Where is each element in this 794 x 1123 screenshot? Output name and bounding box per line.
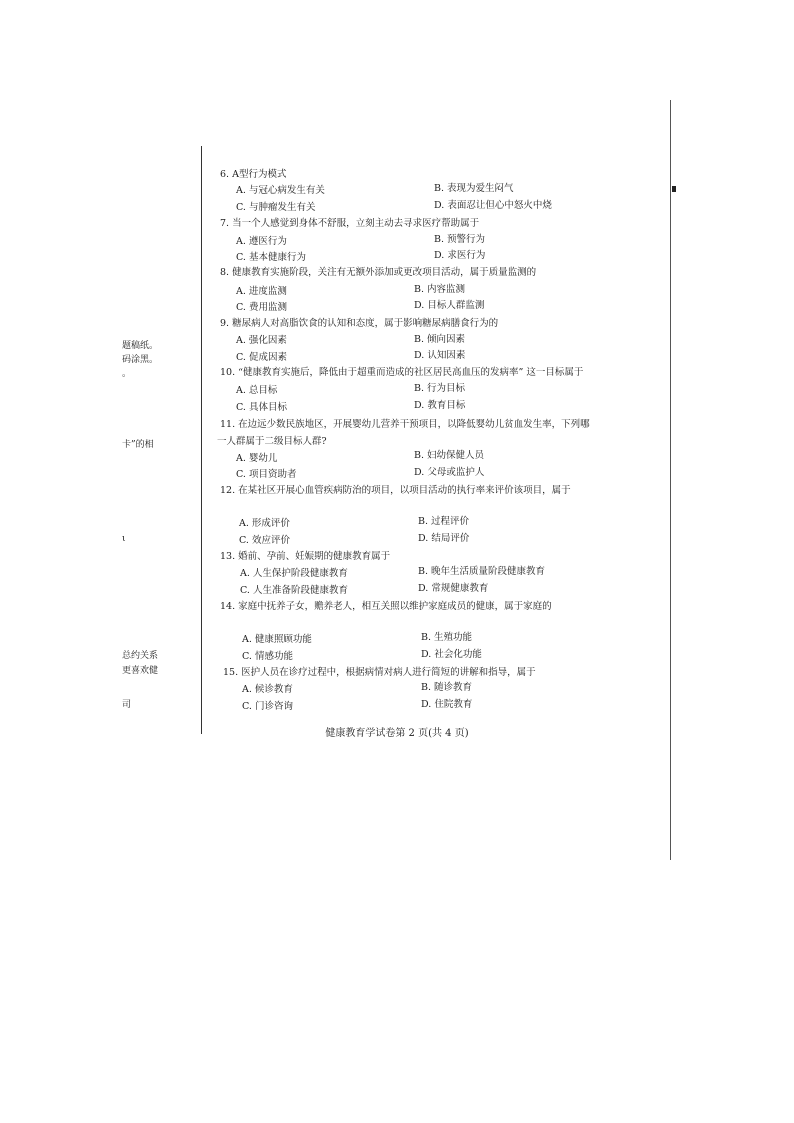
option-13b: B. 晚年生活质量阶段健康教育 (418, 566, 546, 577)
margin-text: 码涂黑。 (122, 355, 159, 365)
option-14c: C. 情感功能 (242, 651, 293, 662)
question-15: 15. 医护人员在诊疗过程中，根据病情对病人进行简短的讲解和指导，属于 (223, 667, 536, 678)
margin-text: 更喜欢健 (122, 666, 159, 676)
margin-text: ι (122, 534, 126, 544)
option-15c: C. 门诊咨询 (242, 701, 293, 712)
option-15a: A. 候诊教育 (242, 684, 293, 695)
page-edge-line (670, 100, 671, 860)
scan-mark (672, 186, 676, 192)
option-9d: D. 认知因素 (414, 350, 466, 361)
option-6b: B. 表现为爱生闷气 (434, 183, 514, 194)
margin-text: 卡”的相 (122, 440, 154, 450)
option-12c: C. 效应评价 (239, 535, 290, 546)
option-8c: C. 费用监测 (236, 302, 287, 313)
option-11c: C. 项目资助者 (236, 469, 297, 480)
footer-text: 健康教育学试卷第 2 页(共 4 页) (325, 728, 469, 739)
option-10b: B. 行为目标 (414, 383, 466, 394)
margin-text: 司 (122, 700, 132, 710)
option-9a: A. 强化因素 (236, 335, 287, 346)
question-14: 14. 家庭中抚养子女，赡养老人，相互关照以维护家庭成员的健康，属于家庭的 (220, 601, 552, 612)
option-8a: A. 进度监测 (236, 286, 287, 297)
option-6d: D. 表面忍让但心中怒火中烧 (434, 200, 552, 211)
option-7c: C. 基本健康行为 (236, 252, 306, 263)
option-8b: B. 内容监测 (414, 284, 466, 295)
option-7b: B. 预警行为 (434, 234, 486, 245)
option-11b: B. 妇幼保健人员 (414, 450, 485, 461)
option-11d: D. 父母或监护人 (414, 467, 485, 478)
option-12b: B. 过程评价 (418, 516, 470, 527)
margin-text: 。 (122, 369, 132, 379)
option-10c: C. 具体目标 (236, 402, 287, 413)
question-11-cont: 一人群属于二级目标人群? (217, 436, 327, 447)
option-10d: D. 教育目标 (414, 400, 466, 411)
option-15b: B. 随诊教育 (421, 682, 473, 693)
option-14b: B. 生殖功能 (421, 632, 473, 643)
question-9: 9. 糖尿病人对高脂饮食的认知和态度，属于影响糖尿病膳食行为的 (220, 318, 499, 329)
option-11a: A. 婴幼儿 (236, 453, 278, 464)
option-7d: D. 求医行为 (434, 250, 486, 261)
question-13: 13. 婚前、孕前、妊娠期的健康教育属于 (220, 551, 391, 562)
margin-text: 总约关系 (122, 651, 159, 661)
option-6c: C. 与肿瘤发生有关 (236, 202, 316, 213)
question-7: 7. 当一个人感觉到身体不舒服，立刻主动去寻求医疗帮助属于 (220, 218, 480, 229)
margin-text: 题稿纸。 (122, 341, 159, 351)
page-footer (0, 724, 794, 739)
question-12: 12. 在某社区开展心血管疾病防治的项目，以项目活动的执行率来评价该项目，属于 (220, 485, 571, 496)
option-12a: A. 形成评价 (239, 518, 290, 529)
option-8d: D. 目标人群监测 (414, 300, 485, 311)
option-14d: D. 社会化功能 (421, 649, 482, 660)
option-12d: D. 结局评价 (418, 533, 470, 544)
question-11: 11. 在边远少数民族地区，开展婴幼儿营养干预项目，以降低婴幼儿贫血发生率，下列哪 (220, 419, 590, 430)
option-6a: A. 与冠心病发生有关 (236, 185, 325, 196)
option-7a: A. 遵医行为 (236, 236, 287, 247)
option-13d: D. 常规健康教育 (418, 583, 489, 594)
binding-line (201, 146, 202, 734)
option-14a: A. 健康照顾功能 (242, 634, 312, 645)
option-13a: A. 人生保护阶段健康教育 (240, 568, 348, 579)
question-8: 8. 健康教育实施阶段，关注有无额外添加或更改项目活动，属于质量监测的 (220, 267, 537, 278)
option-15d: D. 住院教育 (421, 699, 473, 710)
question-10: 10. “健康教育实施后，降低由于超重而造成的社区居民高血压的发病率” 这一目标属于 (220, 367, 584, 378)
option-13c: C. 人生准备阶段健康教育 (240, 585, 348, 596)
option-9b: B. 倾向因素 (414, 334, 466, 345)
option-10a: A. 总目标 (236, 385, 278, 396)
question-6: 6. A型行为模式 (220, 169, 287, 180)
option-9c: C. 促成因素 (236, 352, 287, 363)
